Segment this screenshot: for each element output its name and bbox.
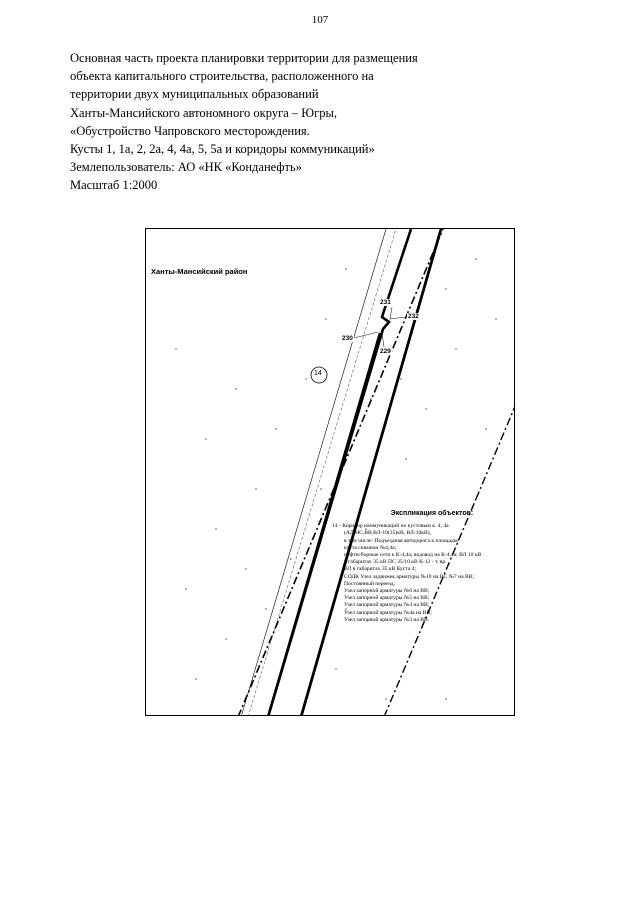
legend-line: (АД,НС,ВВ,ВЛ-10(35)кВ, ВЛ-10кВ), xyxy=(344,530,431,537)
header-line: Землепользователь: АО «НК «Конданефть» xyxy=(70,160,302,175)
legend-line: 14 - Коридор коммуникаций по кустовым к. 4, 4а xyxy=(332,523,449,530)
header-line: Кусты 1, 1а, 2, 2а, 4, 4а, 5, 5а и коридоры коммуникаций» xyxy=(70,142,375,157)
planning-map xyxy=(145,228,515,716)
legend-title: Экспликация объектов: xyxy=(390,510,474,517)
district-label: Ханты-Мансийский район xyxy=(151,267,248,276)
header-line: объекта капитального строительства, расположенного на xyxy=(70,69,374,84)
legend-line: СОДК Узел задвижек арматуры №10 на ВС №7 на ВВ; xyxy=(344,573,474,580)
header-line: «Обустройство Чапровского месторождения. xyxy=(70,123,310,138)
legend-line: куста скважин №4,4а; xyxy=(344,544,397,551)
page-number: 107 xyxy=(311,14,329,26)
scale-line: Масштаб 1:2000 xyxy=(70,178,158,193)
legend-line: в том числе: Подъездная автодорога к площадке xyxy=(344,537,459,544)
legend-line: Узел запорной арматуры №6 на ВВ; xyxy=(344,588,430,595)
document-header xyxy=(70,49,490,195)
header-line: Ханты-Мансийского автономного округа – Югры, xyxy=(70,105,338,120)
header-line: территории двух муниципальных образований xyxy=(70,87,319,102)
legend xyxy=(332,510,512,624)
corridor-boundary-right-ext xyxy=(476,404,515,499)
legend-line: нефтесборные сети к К-4,4а; водовод на К-4,4а; ВЛ 10 кВ xyxy=(344,552,482,559)
point-label-229: 229 xyxy=(380,348,391,355)
legend-line: Узел запорной арматуры №4 на ВВ; xyxy=(344,602,430,609)
legend-line: Узел запорной арматуры №4а на ВВ; xyxy=(344,609,432,616)
legend-line: Постоянный переезд; xyxy=(344,580,396,587)
point-label-230: 230 xyxy=(342,335,353,342)
corridor-marker-label: 14 xyxy=(314,370,322,377)
legend-line: Узел запорной арматуры №5 на ВВ; xyxy=(344,595,430,602)
point-label-231: 231 xyxy=(380,299,391,306)
header-line: Основная часть проекта планировки территории для размещения xyxy=(70,51,418,65)
corridor-thin-line xyxy=(241,229,386,716)
legend-line: в габаритах 35 кВ ПС 35/10 кВ К-12 - т. вр. xyxy=(344,559,447,566)
legend-line: Узел запорной арматуры №3 на ВВ. xyxy=(344,616,430,623)
map-drawing xyxy=(146,229,515,716)
legend-line: ВЛ в габаритах 35 кВ Куста 4; xyxy=(344,566,417,573)
point-label-232: 232 xyxy=(408,313,419,320)
terrain-dots xyxy=(175,258,496,699)
